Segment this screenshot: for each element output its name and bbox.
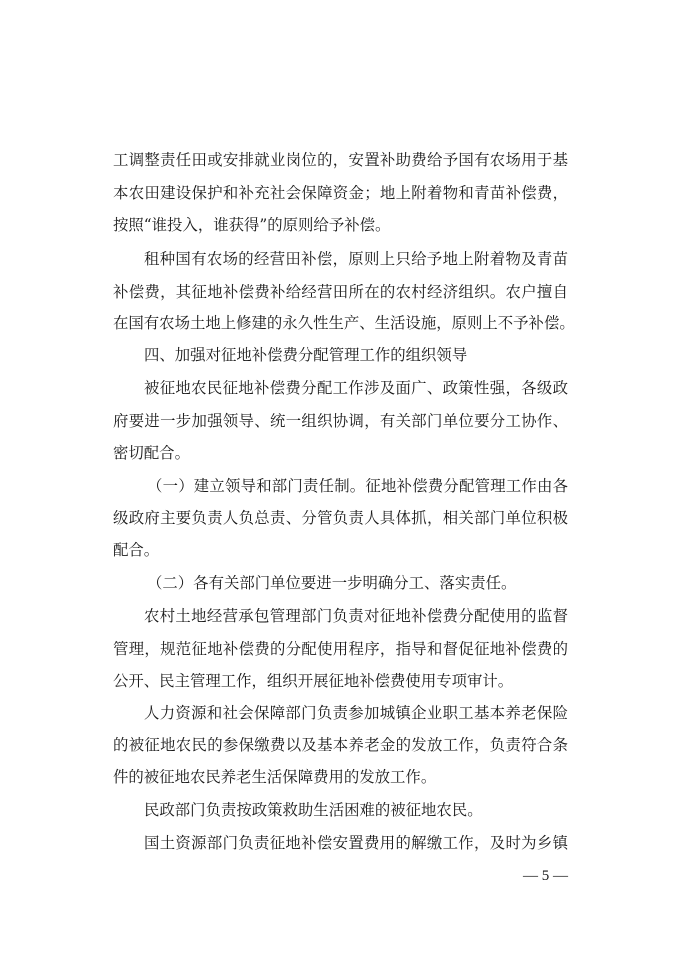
text-line: 本农田建设保护和补充社会保障资金；地上附着物和青苗补偿费， — [113, 184, 568, 202]
text-line: 工调整责任田或安排就业岗位的，安置补助费给予国有农场用于基 — [113, 151, 568, 169]
subsection-heading: （二）各有关部门单位要进一步明确分工、落实责任。 — [147, 574, 517, 592]
text-line: 国土资源部门负责征地补偿安置费用的解缴工作，及时为乡镇 — [144, 834, 568, 852]
text-line: （一）建立领导和部门责任制。征地补偿费分配管理工作由各 — [147, 477, 568, 495]
text-line: 人力资源和社会保障部门负责参加城镇企业职工基本养老保险 — [144, 704, 568, 722]
text-line: 农村土地经营承包管理部门负责对征地补偿费分配使用的监督 — [144, 607, 568, 625]
text-line: 的被征地农民的参保缴费以及基本养老金的发放工作，负责符合条 — [113, 736, 568, 754]
text-line: 在国有农场土地上修建的永久性生产、生活设施，原则上不予补偿。 — [113, 314, 575, 332]
text-line: 民政部门负责按政策救助生活困难的被征地农民。 — [144, 801, 483, 819]
text-line: 件的被征地农民养老生活保障费用的发放工作。 — [113, 768, 437, 786]
text-line: 级政府主要负责人负总责、分管负责人具体抓，相关部门单位积极 — [113, 509, 568, 527]
text-line: 按照“谁投入，谁获得”的原则给予补偿。 — [113, 216, 391, 234]
text-line: 密切配合。 — [113, 444, 190, 462]
text-line: 租种国有农场的经营田补偿，原则上只给予地上附着物及青苗 — [144, 250, 568, 268]
text-line: 配合。 — [113, 541, 160, 559]
text-line: 被征地农民征地补偿费分配工作涉及面广、政策性强，各级政 — [144, 379, 568, 397]
text-line: 管理，规范征地补偿费的分配使用程序，指导和督促征地补偿费的 — [113, 640, 568, 658]
page-number: — 5 — — [523, 868, 568, 884]
text-line: 公开、民主管理工作，组织开展征地补偿费使用专项审计。 — [113, 672, 514, 690]
section-heading: 四、加强对征地补偿费分配管理工作的组织领导 — [144, 346, 468, 364]
text-line: 补偿费，其征地补偿费补给经营田所在的农村经济组织。农户擅自 — [113, 283, 568, 301]
text-line: 府要进一步加强领导、统一组织协调，有关部门单位要分工协作、 — [113, 412, 568, 430]
